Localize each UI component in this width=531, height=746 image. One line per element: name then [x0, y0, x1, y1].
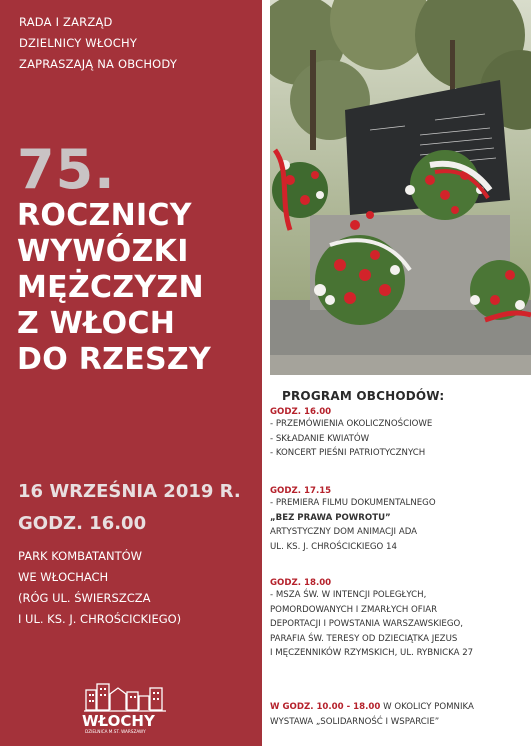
place-line: PARK KOMBATANTÓW — [18, 549, 143, 563]
block-line: PARAFIA ŚW. TERESY OD DZIECIĄTKA JEZUS — [270, 633, 458, 644]
invite-line: ZAPRASZAJĄ NA OBCHODY — [19, 57, 178, 71]
title-line: DO RZESZY — [17, 342, 211, 377]
film-title: „BEZ PRAWA POWROTU” — [270, 512, 391, 523]
block-time: GODZ. 18.00 — [270, 578, 332, 588]
event-hour: GODZ. 16.00 — [18, 513, 147, 534]
title-line: ROCZNICY — [17, 198, 192, 233]
event-title — [17, 198, 211, 378]
invite-line: DZIELNICY WŁOCHY — [19, 36, 138, 50]
title-line: WYWÓZKI — [17, 234, 189, 269]
block-line: UL. KS. J. CHROŚCICKIEGO 14 — [270, 541, 397, 552]
block-line: - KONCERT PIEŚNI PATRIOTYCZNYCH — [270, 448, 426, 458]
monument-photo — [270, 0, 531, 375]
logo-subtitle: DZIELNICA M.ST. WARSZAWY — [85, 729, 146, 734]
exhibition-block — [270, 700, 474, 729]
exhibition-location: W OKOLICY POMNIKA — [380, 702, 474, 712]
place-line: WE WŁOCHACH — [18, 570, 109, 584]
program-block-1 — [270, 407, 432, 461]
block-line: DEPORTACJI I POWSTANIA WARSZAWSKIEGO, — [270, 619, 463, 629]
block-time: GODZ. 16.00 — [270, 407, 332, 417]
event-place — [18, 546, 181, 630]
exhibition-time-line — [270, 700, 474, 715]
program-block-3 — [270, 578, 473, 661]
exhibition-time: W GODZ. 10.00 - 18.00 — [270, 702, 381, 712]
title-line: Z WŁOCH — [17, 306, 176, 341]
program-block-2 — [270, 486, 436, 554]
district-logo — [82, 680, 174, 734]
place-line: (RÓG UL. ŚWIERSZCZA — [18, 591, 151, 605]
block-line: - PREMIERA FILMU DOKUMENTALNEGO — [270, 498, 436, 508]
block-line: - SKŁADANIE KWIATÓW — [270, 433, 370, 444]
event-date: 16 WRZEŚNIA 2019 R. — [18, 481, 241, 502]
title-line: MĘŻCZYZN — [17, 270, 204, 305]
monument-image — [270, 0, 531, 375]
invitation-text — [19, 12, 177, 75]
program-title: PROGRAM OBCHODÓW: — [282, 389, 445, 403]
left-panel — [0, 0, 262, 746]
block-line: I MĘCZENNIKÓW RZYMSKICH, UL. RYBNICKA 27 — [270, 648, 474, 658]
logo-name: WŁOCHY — [82, 712, 155, 730]
block-line: - PRZEMÓWIENIA OKOLICZNOŚCIOWE — [270, 419, 433, 429]
invite-line: RADA I ZARZĄD — [19, 15, 113, 29]
block-line: ARTYSTYCZNY DOM ANIMACJI ADA — [270, 527, 418, 537]
block-line: - MSZA ŚW. W INTENCJI POLEGŁYCH, — [270, 590, 427, 600]
exhibition-name: WYSTAWA „SOLIDARNOŚĆ I WSPARCIE” — [270, 716, 440, 727]
place-line: I UL. KS. J. CHROŚCICKIEGO) — [18, 612, 182, 626]
block-time: GODZ. 17.15 — [270, 486, 332, 496]
anniversary-number: 75. — [17, 138, 116, 201]
block-line: POMORDOWANYCH I ZMARŁYCH OFIAR — [270, 604, 438, 615]
